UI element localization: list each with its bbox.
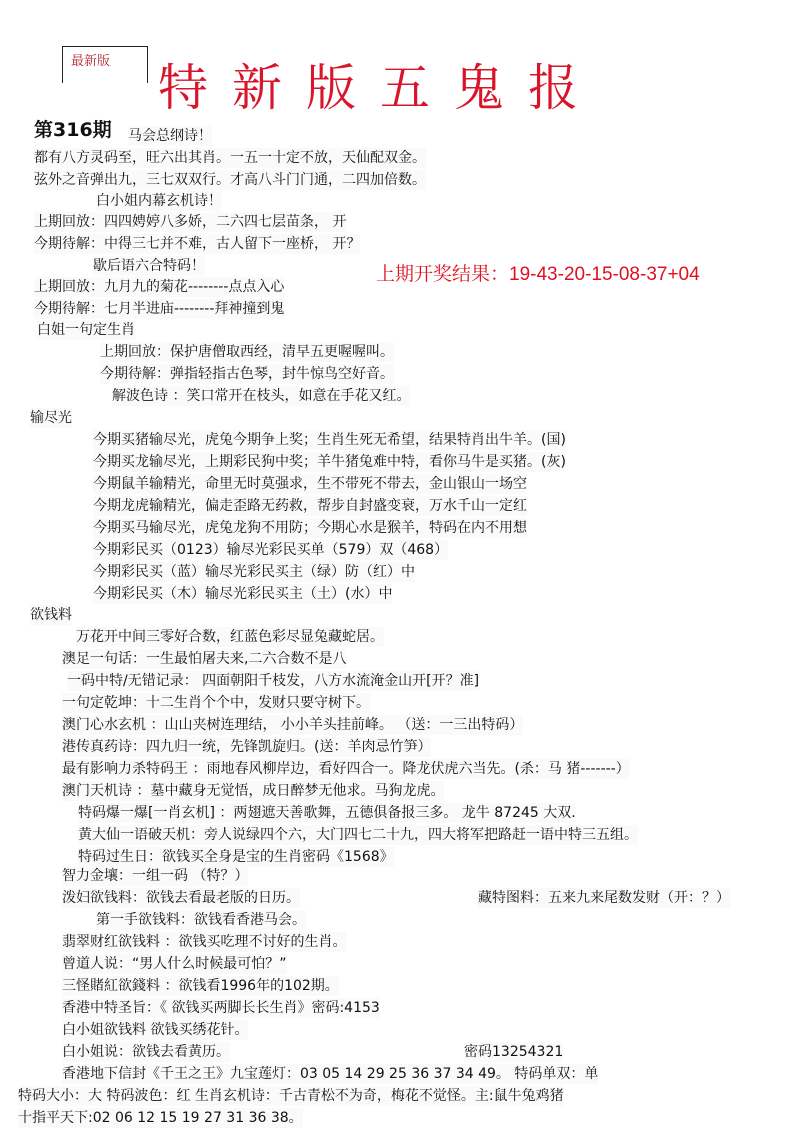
text-line-l48: 十指平天下:02 06 12 15 19 27 31 36 38。 <box>18 1110 303 1126</box>
text-line-l03: 弦外之音弹出九，三七双双行。才高八斗门门通，二四加倍数。 <box>34 172 426 188</box>
text-line-l23: 欲钱料 <box>30 607 72 623</box>
text-line-l32: 特码爆一爆[一肖玄机] ：两翅遮天善歌舞，五德俱备报三多。 龙牛 87245 大双. <box>78 805 576 821</box>
text-line-l43: 白小姐欲钱料 欲钱买绣花针。 <box>62 1022 249 1038</box>
text-line-l20: 今期彩民买（0123）输尽光彩民买单（579）双（468） <box>93 542 449 558</box>
text-line-l33: 黄大仙一语破天机：旁人说绿四个六，大门四七二十九，四大将军把路赶一语中特三五组。 <box>78 827 638 843</box>
text-line-l46: 香港地下信封《千王之王》九宝莲灯：03 05 14 29 25 36 37 34 49。 特码单双：单 <box>62 1066 599 1082</box>
text-line-l40: 曾道人说：“男人什么时候最可怕？” <box>62 956 287 972</box>
text-line-l41: 三怪賭紅欲錢料 ：欲钱看1996年的102期。 <box>62 978 339 994</box>
text-line-l39: 翡翠财红欲钱料 ：欲钱买吃理不讨好的生肖。 <box>62 934 347 950</box>
text-line-l01: 马会总纲诗！ <box>128 128 212 144</box>
text-line-l05: 上期回放：四四娉婷八多娇，二六四七层苗条， 开 <box>34 214 347 230</box>
text-line-l12: 今期待解：弹指轻指古色琴，封牛惊鸟空好音。 <box>100 366 394 382</box>
text-line-l45: 密码13254321 <box>464 1044 564 1060</box>
text-line-l08: 上期回放：九月九的菊花--------点点入心 <box>34 279 285 295</box>
edition-badge-label: 最新版 <box>71 53 111 68</box>
text-line-l30: 最有影响力杀特码王 ：雨地春风柳岸边，看好四合一。降龙伏虎六当先。(杀：马 猪-------） <box>62 761 630 777</box>
text-line-l34: 特码过生日：欲钱买全身是宝的生肖密码《1568》 <box>78 849 394 865</box>
text-line-l26: 一码中特/无错记录： 四面朝阳千枝发，八方水流淹金山开[开？准] <box>67 673 480 689</box>
text-line-l11: 上期回放：保护唐僧取西经，清早五更喔喔叫。 <box>100 344 394 360</box>
text-line-l16: 今期买龙输尽光，上期彩民狗中奖；羊牛猪兔难中特，看你马牛是买猪。(灰) <box>93 454 566 470</box>
text-line-l35: 智力金壤：一组一码 （特？） <box>62 868 249 884</box>
text-line-l38: 第一手欲钱料：欲钱看香港马会。 <box>96 912 306 928</box>
edition-badge <box>62 46 148 83</box>
last-draw-numbers: 19-43-20-15-08-37+04 <box>509 264 700 285</box>
last-draw-result <box>376 262 700 288</box>
text-line-l25: 澳足一句话：一生最怕屠夫来,二六合数不是八 <box>62 651 347 667</box>
text-line-l37: 藏特图料：五来九来尾数发财（开：？） <box>478 890 730 906</box>
text-line-l09: 今期待解：七月半进庙--------拜神撞到鬼 <box>34 301 285 317</box>
text-line-l19: 今期买马输尽光，虎兔龙狗不用防；今期心水是猴羊，特码在内不用想 <box>93 520 527 536</box>
text-line-l07: 歇后语六合特码！ <box>93 258 205 274</box>
text-line-l22: 今期彩民买（木）输尽光彩民买主（土）(水）中 <box>93 586 393 602</box>
text-line-l15: 今期买猪输尽光，虎兔今期争上奖；生肖生死无希望，结果特肖出牛羊。(国) <box>93 432 566 448</box>
last-draw-label: 上期开奖结果： <box>376 264 510 285</box>
text-line-l21: 今期彩民买（蓝）输尽光彩民买主（绿）防（红）中 <box>93 564 415 580</box>
text-line-l42: 香港中特圣旨：《 欲钱买两脚长长生肖》密码:4153 <box>62 1000 380 1016</box>
text-line-l24: 万花开中间三零好合数，红蓝色彩尽显兔藏蛇居。 <box>76 629 384 645</box>
text-line-l47: 特码大小：大 特码波色：红 生肖玄机诗：千古青松不为奇，梅花不觉怪。主:鼠牛兔鸡猪 <box>18 1088 564 1104</box>
text-line-l29: 港传真药诗：四九归一统，先锋凯旋归。(送：羊肉忌竹笋） <box>62 739 432 755</box>
text-line-l31: 澳门天机诗 ：墓中藏身无觉悟，成日醉梦无他求。马狗龙虎。 <box>62 783 445 799</box>
text-line-l04: 白小姐内幕玄机诗！ <box>96 193 222 209</box>
text-line-l10: 白姐一句定生肖 <box>37 322 135 338</box>
text-line-l06: 今期待解：中得三七并不难，古人留下一座桥， 开？ <box>34 236 361 252</box>
page-title: 特新版五鬼报 <box>158 59 602 117</box>
issue-number: 第316期 <box>34 119 112 141</box>
text-line-l13: 解波色诗 ：笑口常开在枝头，如意在手花又红。 <box>112 388 411 404</box>
text-line-l27: 一句定乾坤：十二生肖个个中，发财只要守树下。 <box>62 695 370 711</box>
text-line-l28: 澳门心水玄机 ：山山夹树连理结， 小小羊头挂前峰。 （送：一三出特码） <box>62 717 524 733</box>
text-line-l02: 都有八方灵码至，旺六出其肖。一五一十定不放，天仙配双金。 <box>34 150 426 166</box>
text-line-l14: 输尽光 <box>30 410 72 426</box>
text-line-l18: 今期龙虎输精光，偏走歪路无药救，帮步自封盛变衰，万水千山一定红 <box>93 498 527 514</box>
text-line-l36: 泼妇欲钱料：欲钱去看最老版的日历。 <box>62 890 300 906</box>
text-line-l44: 白小姐说：欲钱去看黄历。 <box>62 1044 230 1060</box>
text-line-l17: 今期鼠羊输精光，命里无时莫强求，生不带死不带去，金山银山一场空 <box>93 476 527 492</box>
